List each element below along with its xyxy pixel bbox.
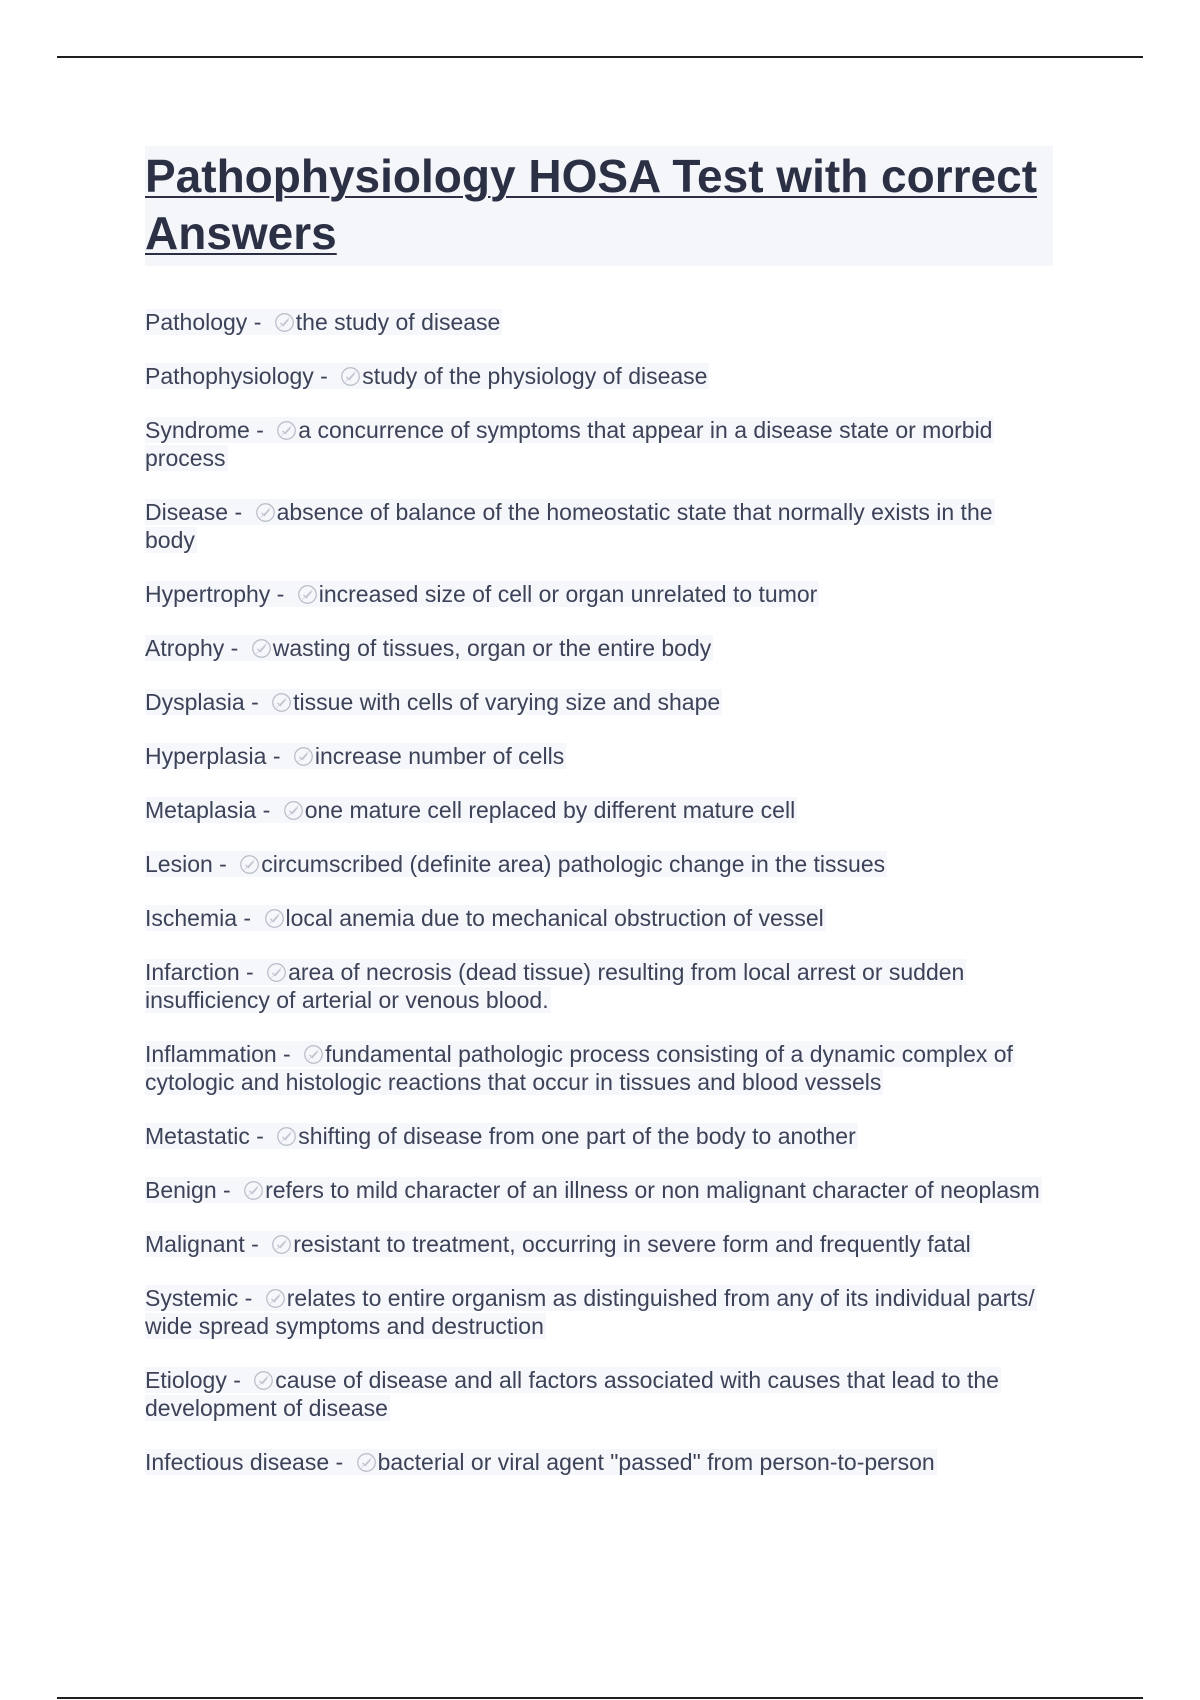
document-content bbox=[145, 146, 1055, 1502]
qa-entry bbox=[145, 634, 1045, 662]
term: Hyperplasia bbox=[145, 743, 267, 769]
definition: increased size of cell or organ unrelated to tumor bbox=[318, 581, 818, 607]
term: Syndrome bbox=[145, 417, 250, 443]
qa-entry-highlight bbox=[145, 581, 819, 607]
check-circle-icon bbox=[264, 908, 285, 929]
bottom-rule bbox=[57, 1697, 1143, 1699]
definition: shifting of disease from one part of the body to another bbox=[298, 1123, 856, 1149]
qa-entry bbox=[145, 1448, 1045, 1476]
title-block bbox=[145, 146, 1053, 266]
qa-entry bbox=[145, 1040, 1045, 1096]
term: Metaplasia bbox=[145, 797, 257, 823]
qa-entry bbox=[145, 1230, 1045, 1258]
term-separator: - bbox=[266, 743, 287, 769]
qa-entry bbox=[145, 850, 1045, 878]
term-separator: - bbox=[216, 1177, 238, 1203]
qa-entry bbox=[145, 308, 1045, 336]
term-separator: - bbox=[329, 1449, 350, 1475]
term: Infectious disease bbox=[145, 1449, 330, 1475]
qa-entry-highlight bbox=[145, 1449, 937, 1475]
definition: bacterial or viral agent "passed" from person-to-person bbox=[377, 1449, 935, 1475]
definition: circumscribed (definite area) pathologic change in the tissues bbox=[261, 851, 886, 877]
check-circle-icon bbox=[243, 1180, 264, 1201]
check-circle-icon bbox=[276, 1126, 297, 1147]
term: Hypertrophy bbox=[145, 581, 271, 607]
definition: relates to entire organism as distinguished from any of its individual parts/ wide spread symptoms and destruction bbox=[145, 1285, 1035, 1339]
term-separator: - bbox=[224, 635, 245, 661]
check-circle-icon bbox=[276, 420, 297, 441]
qa-entry-highlight bbox=[145, 1123, 858, 1149]
qa-entry-highlight bbox=[145, 635, 713, 661]
term-separator: - bbox=[228, 499, 249, 525]
page-title: Pathophysiology HOSA Test with correct Answers bbox=[145, 150, 1038, 259]
definition: local anemia due to mechanical obstruction of vessel bbox=[285, 905, 824, 931]
definition: fundamental pathologic process consisting of a dynamic complex of cytologic and histologic reactions that occur in tissues and blood vessels bbox=[145, 1041, 1013, 1095]
check-circle-icon bbox=[340, 366, 361, 387]
term: Infarction bbox=[145, 959, 240, 985]
qa-entry bbox=[145, 742, 1045, 770]
term-separator: - bbox=[226, 1367, 248, 1393]
term-separator: - bbox=[249, 1123, 271, 1149]
term: Disease bbox=[145, 499, 229, 525]
qa-entry bbox=[145, 362, 1045, 390]
check-circle-icon bbox=[266, 962, 287, 983]
check-circle-icon bbox=[239, 854, 260, 875]
term: Pathology bbox=[145, 309, 248, 335]
qa-entry bbox=[145, 958, 1045, 1014]
term-separator: - bbox=[276, 1041, 298, 1067]
qa-entry-highlight bbox=[145, 797, 797, 823]
definition: refers to mild character of an illness or non malignant character of neoplasm bbox=[265, 1177, 1040, 1203]
check-circle-icon bbox=[271, 692, 292, 713]
qa-entry-highlight bbox=[145, 959, 966, 1013]
term-separator: - bbox=[247, 309, 268, 335]
term: Atrophy bbox=[145, 635, 225, 661]
term-separator: - bbox=[313, 363, 335, 389]
qa-entry bbox=[145, 1176, 1045, 1204]
term-separator: - bbox=[270, 581, 291, 607]
check-circle-icon bbox=[293, 746, 314, 767]
top-rule bbox=[57, 56, 1143, 58]
qa-entry-highlight bbox=[145, 309, 502, 335]
term-separator: - bbox=[249, 417, 271, 443]
qa-entry bbox=[145, 416, 1045, 472]
term: Malignant bbox=[145, 1231, 245, 1257]
qa-entry-highlight bbox=[145, 743, 566, 769]
term: Etiology bbox=[145, 1367, 227, 1393]
qa-entry-highlight bbox=[145, 1177, 1042, 1203]
qa-entry bbox=[145, 904, 1045, 932]
definition: cause of disease and all factors associated with causes that lead to the development of disease bbox=[145, 1367, 999, 1421]
qa-entry bbox=[145, 1366, 1045, 1422]
qa-entry-highlight bbox=[145, 1041, 1015, 1095]
term-separator: - bbox=[256, 797, 277, 823]
term: Pathophysiology bbox=[145, 363, 314, 389]
check-circle-icon bbox=[253, 1370, 274, 1391]
check-circle-icon bbox=[274, 312, 295, 333]
qa-entry bbox=[145, 1284, 1045, 1340]
qa-entry bbox=[145, 580, 1045, 608]
check-circle-icon bbox=[356, 1452, 377, 1473]
check-circle-icon bbox=[297, 584, 318, 605]
check-circle-icon bbox=[265, 1288, 286, 1309]
qa-entry-highlight bbox=[145, 851, 887, 877]
qa-entry bbox=[145, 1122, 1045, 1150]
term-separator: - bbox=[244, 689, 266, 715]
qa-entry-highlight bbox=[145, 905, 826, 931]
check-circle-icon bbox=[251, 638, 272, 659]
qa-entry bbox=[145, 688, 1045, 716]
term: Ischemia bbox=[145, 905, 238, 931]
term-separator: - bbox=[237, 905, 258, 931]
check-circle-icon bbox=[255, 502, 276, 523]
term: Systemic bbox=[145, 1285, 239, 1311]
definition: the study of disease bbox=[295, 309, 501, 335]
term: Benign bbox=[145, 1177, 217, 1203]
term: Lesion bbox=[145, 851, 213, 877]
term: Inflammation bbox=[145, 1041, 277, 1067]
qa-entry-highlight bbox=[145, 1285, 1037, 1339]
qa-entry-highlight bbox=[145, 1231, 973, 1257]
definition: increase number of cells bbox=[314, 743, 565, 769]
qa-list bbox=[145, 308, 1055, 1476]
definition: tissue with cells of varying size and shape bbox=[293, 689, 721, 715]
check-circle-icon bbox=[283, 800, 304, 821]
term-separator: - bbox=[239, 959, 261, 985]
definition: one mature cell replaced by different mature cell bbox=[304, 797, 796, 823]
definition: a concurrence of symptoms that appear in a disease state or morbid process bbox=[145, 417, 993, 471]
qa-entry-highlight bbox=[145, 1367, 1001, 1421]
term: Dysplasia bbox=[145, 689, 245, 715]
qa-entry-highlight bbox=[145, 363, 709, 389]
term-separator: - bbox=[238, 1285, 259, 1311]
qa-entry bbox=[145, 498, 1045, 554]
term-separator: - bbox=[244, 1231, 266, 1257]
check-circle-icon bbox=[303, 1044, 324, 1065]
definition: resistant to treatment, occurring in severe form and frequently fatal bbox=[293, 1231, 971, 1257]
definition: wasting of tissues, organ or the entire body bbox=[272, 635, 712, 661]
term-separator: - bbox=[212, 851, 234, 877]
qa-entry bbox=[145, 796, 1045, 824]
qa-entry-highlight bbox=[145, 689, 722, 715]
qa-entry-highlight bbox=[145, 417, 994, 471]
definition: study of the physiology of disease bbox=[362, 363, 708, 389]
qa-entry-highlight bbox=[145, 499, 995, 553]
check-circle-icon bbox=[271, 1234, 292, 1255]
term: Metastatic bbox=[145, 1123, 250, 1149]
definition: absence of balance of the homeostatic state that normally exists in the body bbox=[145, 499, 993, 553]
definition: area of necrosis (dead tissue) resulting from local arrest or sudden insufficiency of arterial or venous blood. bbox=[145, 959, 965, 1013]
